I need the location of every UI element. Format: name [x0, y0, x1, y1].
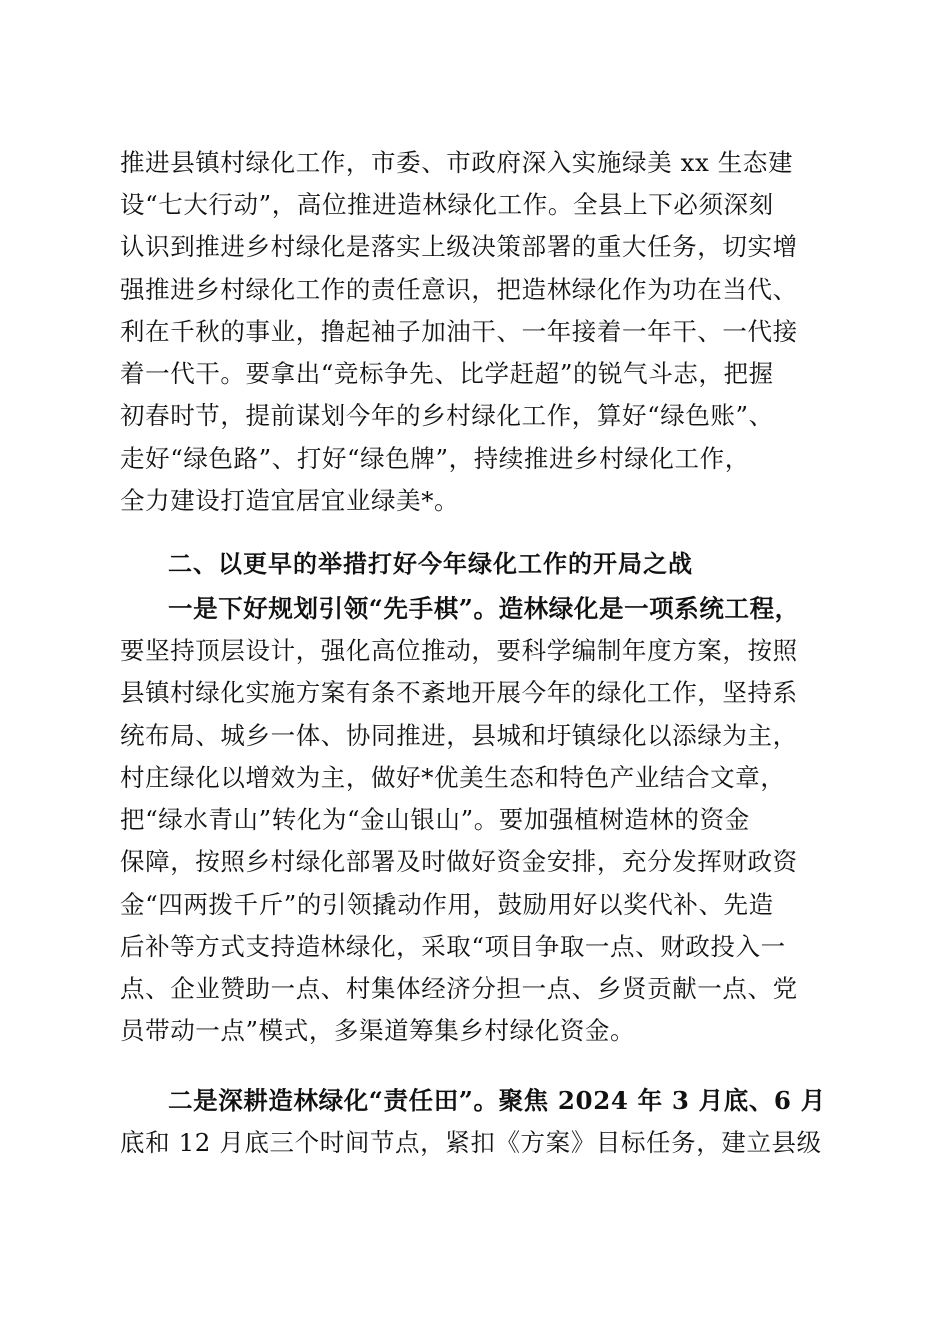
- section-one-paragraph: [120, 589, 830, 1059]
- paragraph-line: 着一代干。要拿出“竞标争先、比学赶超”的锐气斗志，把握: [120, 359, 774, 388]
- heading-text: 二、以更早的举措打好今年绿化工作的开局之战: [168, 550, 693, 578]
- paragraph-line: 要坚持顶层设计，强化高位推动，要科学编制年度方案，按照: [120, 636, 798, 665]
- intro-paragraph: [120, 143, 830, 523]
- paragraph-line: 认识到推进乡村绿化是落实上级决策部署的重大任务，切实增: [120, 232, 798, 261]
- paragraph-line: 县镇村绿化实施方案有条不紊地开展今年的绿化工作，坚持系: [120, 678, 798, 707]
- paragraph-line: 统布局、城乡一体、协同推进，县城和圩镇绿化以添绿为主，: [120, 721, 798, 750]
- paragraph-line: 推进县镇村绿化工作，市委、市政府深入实施绿美 xx 生态建: [120, 148, 794, 177]
- section-heading: [168, 544, 878, 586]
- paragraph-line: 初春时节，提前谋划今年的乡村绿化工作，算好“绿色账”、: [120, 401, 774, 430]
- paragraph-line: 设“七大行动”，高位推进造林绿化工作。全县上下必须深刻: [120, 190, 774, 219]
- paragraph-line: 金“四两拨千斤”的引领撬动作用，鼓励用好以奖代补、先造: [120, 890, 774, 919]
- paragraph-line: 员带动一点”模式，多渠道筹集乡村绿化资金。: [120, 1016, 636, 1045]
- paragraph-line: [168, 589, 800, 629]
- paragraph-line: 点、企业赞助一点、村集体经济分担一点、乡贤贡献一点、党: [120, 974, 798, 1003]
- paragraph-line: 村庄绿化以增效为主，做好*优美生态和特色产业结合文章，: [120, 763, 786, 792]
- lead-phrase: 一是下好规划引领“先手棋”。造林绿化是一项系统工程，: [168, 594, 800, 623]
- paragraph-line: 保障，按照乡村绿化部署及时做好资金安排，充分发挥财政资: [120, 847, 798, 876]
- paragraph-line: 强推进乡村绿化工作的责任意识，把造林绿化作为功在当代、: [120, 275, 798, 304]
- paragraph-line: [168, 1081, 826, 1121]
- paragraph-line: 后补等方式支持造林绿化，采取“项目争取一点、财政投入一: [120, 932, 786, 961]
- paragraph-line: 底和 12 月底三个时间节点，紧扣《方案》目标任务，建立县级: [120, 1128, 822, 1157]
- section-two-paragraph: [120, 1081, 830, 1171]
- paragraph-line: 走好“绿色路”、打好“绿色牌”，持续推进乡村绿化工作，: [120, 444, 750, 473]
- lead-phrase: 二是深耕造林绿化“责任田”。聚焦 2024 年 3 月底、6 月: [168, 1086, 826, 1115]
- paragraph-line: 利在千秋的事业，撸起袖子加油干、一年接着一年干、一代接: [120, 317, 798, 346]
- paragraph-line: 全力建设打造宜居宜业绿美*。: [120, 486, 460, 515]
- paragraph-line: 把“绿水青山”转化为“金山银山”。要加强植树造林的资金: [120, 805, 750, 834]
